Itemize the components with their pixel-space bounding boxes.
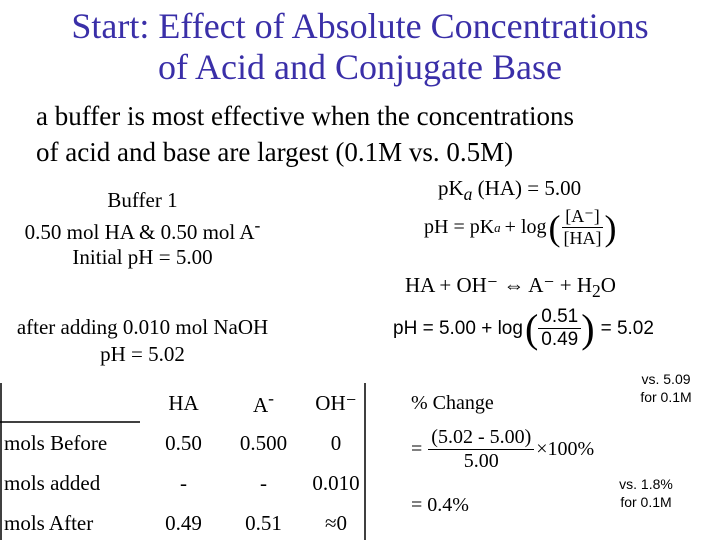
- cell-a: 0.51: [245, 510, 282, 535]
- hh-numerator: [A⁻]: [562, 206, 603, 228]
- calc-fraction: [538, 306, 581, 351]
- pct-denominator: 5.00: [463, 450, 499, 472]
- table-header-oh: OH⁻: [315, 390, 357, 415]
- after-adding-line-1: after adding 0.010 mol NaOH: [16, 315, 269, 339]
- calc-right-paren: ): [581, 305, 595, 351]
- cell-oh: 0: [330, 430, 342, 455]
- subtitle-line-2: of acid and base are largest (0.1M vs. 0.5M): [36, 137, 514, 167]
- pka-subscript: a: [463, 184, 473, 205]
- hh-right-paren: ): [604, 207, 617, 248]
- cell-ha: 0.49: [165, 510, 202, 535]
- buffer-name: Buffer 1: [107, 188, 178, 212]
- pct-comparison-line-2: for 0.1M: [620, 494, 672, 510]
- reaction-equation: [405, 273, 616, 302]
- buffer-initial-ph: Initial pH = 5.00: [72, 245, 213, 269]
- pka-value: [438, 176, 581, 205]
- reaction-reactants: HA + OH⁻: [405, 273, 498, 297]
- reaction-products: A⁻ + H: [528, 273, 593, 297]
- title-line-2: of Acid and Conjugate Base: [158, 47, 562, 87]
- buffer-contents-charge: -: [254, 215, 261, 235]
- hh-lhs: pH = pK: [424, 216, 495, 238]
- cell-a: 0.500: [239, 430, 288, 455]
- row-label: mols Before: [4, 430, 108, 455]
- calc-lhs: pH = 5.00 + log: [393, 317, 523, 339]
- table-row: [0, 463, 371, 503]
- hh-sub: a: [494, 219, 501, 235]
- after-adding-line-2: pH = 5.02: [100, 342, 185, 366]
- pct-times: ×100%: [536, 438, 595, 460]
- water-tail: O: [600, 273, 616, 297]
- calc-result: = 5.02: [600, 317, 654, 339]
- percent-change-result: = 0.4%: [411, 494, 469, 516]
- pct-comparison-note: [598, 475, 694, 511]
- table-header-a-text: A: [253, 393, 269, 417]
- slide-title: [0, 6, 720, 88]
- table-header-a-charge: -: [268, 388, 274, 408]
- table-header-row: [0, 383, 371, 423]
- percent-change-equation: [411, 426, 594, 473]
- pct-equals: =: [411, 438, 423, 460]
- cell-oh: 0.010: [312, 470, 360, 495]
- calc-numerator: 0.51: [538, 306, 581, 329]
- cell-ha: -: [180, 470, 187, 495]
- pct-fraction: [428, 426, 534, 473]
- subtitle-line-1: a buffer is most effective when the concentrations: [36, 101, 575, 131]
- water-subscript: 2: [592, 281, 601, 302]
- table-row: [0, 423, 371, 463]
- hh-fraction: [561, 206, 605, 249]
- ph-calc-equation: [393, 306, 654, 351]
- buffer-contents-text: 0.50 mol HA & 0.50 mol A: [24, 220, 255, 244]
- hh-log: + log: [504, 216, 547, 238]
- row-label: mols added: [4, 470, 101, 495]
- equilibrium-arrow: ⇔: [503, 273, 525, 297]
- pka-suffix: (HA) = 5.00: [472, 176, 582, 200]
- calc-left-paren: (: [524, 305, 539, 351]
- buffer-description: [0, 188, 285, 270]
- cell-ha: 0.50: [165, 430, 202, 455]
- ph-comparison-line-1: vs. 5.09: [641, 371, 691, 387]
- hh-equation: [424, 206, 617, 249]
- pka-prefix: pK: [438, 176, 464, 200]
- table-header-blank: [0, 383, 141, 423]
- ph-comparison-note: [620, 370, 712, 406]
- pct-comparison-line-1: vs. 1.8%: [619, 476, 673, 492]
- table-row: [0, 503, 371, 543]
- ph-comparison-line-2: for 0.1M: [640, 389, 692, 405]
- buffer-contents: [0, 213, 285, 245]
- calc-denominator: 0.49: [541, 329, 579, 350]
- title-line-1: Start: Effect of Absolute Concentrations: [71, 6, 649, 46]
- mole-table: [0, 383, 371, 543]
- cell-oh: ≈0: [324, 510, 348, 535]
- hh-left-paren: (: [548, 207, 561, 248]
- subtitle: [36, 98, 716, 170]
- table-header-a: [226, 383, 301, 423]
- percent-change-label: % Change: [411, 392, 494, 414]
- cell-a: -: [260, 470, 267, 495]
- hh-denominator: [HA]: [563, 228, 602, 248]
- row-label: mols After: [4, 510, 94, 535]
- after-adding: [0, 314, 285, 368]
- pct-numerator: (5.02 - 5.00): [428, 426, 534, 450]
- table-header-ha: HA: [168, 390, 199, 415]
